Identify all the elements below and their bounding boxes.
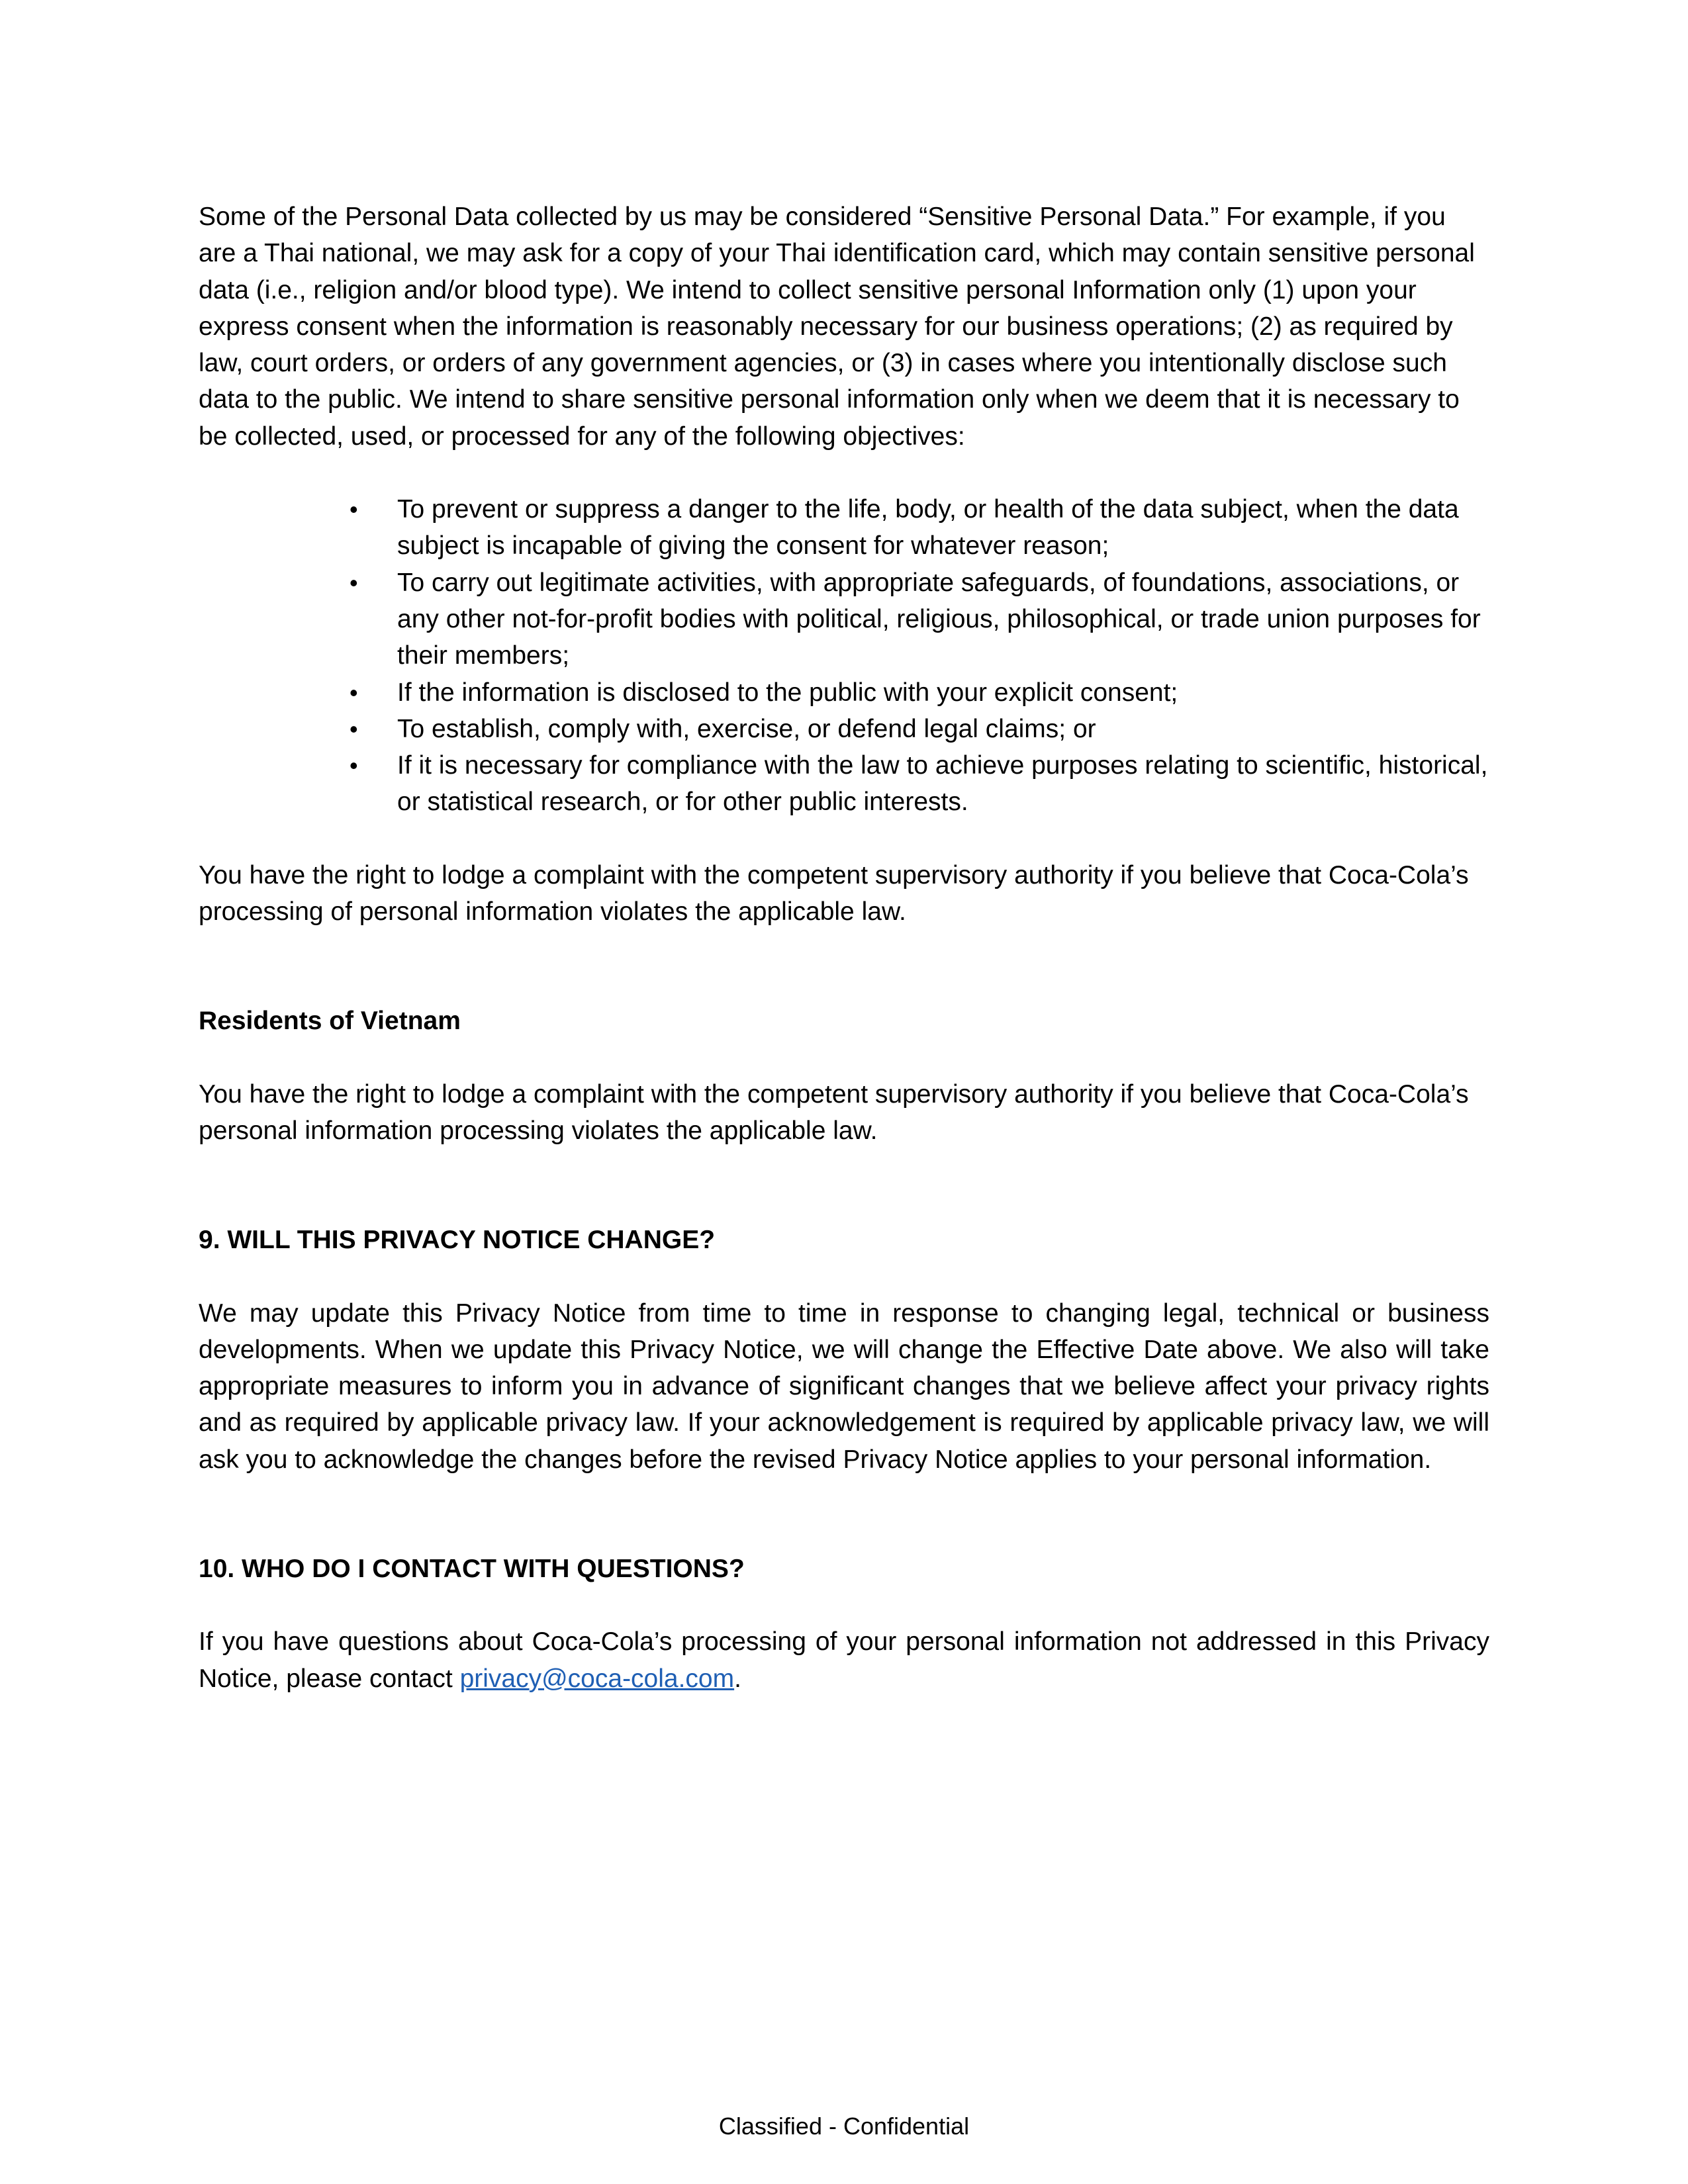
section-heading-contact: 10. WHO DO I CONTACT WITH QUESTIONS?	[199, 1555, 745, 1584]
spacer	[199, 930, 1489, 1003]
spacer	[199, 1259, 1489, 1295]
classification-footer: Classified - Confidential	[718, 2113, 970, 2140]
changes-paragraph: We may update this Privacy Notice from time to time in response to changing legal, technical or business developments. When we update this Privacy Notice, we will change the Effective Date above. We also will take appropriate measures to inform you in advance of significant changes that we believe affect your privacy rights and as required by applicable privacy law. If your acknowledgement is required by applicable privacy law, we will ask you to acknowledge the changes before the revised Privacy Notice applies to your personal information.	[199, 1298, 1489, 1474]
bullet-icon: •	[350, 678, 358, 706]
list-item	[350, 491, 1489, 565]
objective-text: If it is necessary for compliance with the law to achieve purposes relating to scientific, historical, or statistical research, or for other public interests.	[397, 751, 1488, 817]
spacer	[199, 1478, 1489, 1551]
document-page	[199, 199, 1489, 1697]
list-item	[350, 565, 1489, 674]
objective-text: To prevent or suppress a danger to the life, body, or health of the data subject, when the data subject is incapable of giving the consent for whatever reason;	[397, 495, 1459, 561]
sensitive-data-paragraph: Some of the Personal Data collected by us may be considered “Sensitive Personal Data.” For example, if you are a Thai national, we may ask for a copy of your Thai identification card, which may contain sensitive personal data (i.e., religion and/or blood type). We intend to collect sensitive personal Information only (1) upon your express consent when the information is reasonably necessary for our business operations; (2) as required by law, court orders, or orders of any government agencies, or (3) in cases where you intentionally disclose such data to the public. We intend to share sensitive personal information only when we deem that it is necessary to be collected, used, or processed for any of the following objectives:	[199, 203, 1475, 451]
spacer	[199, 1040, 1489, 1076]
contact-email-link[interactable]: privacy@coca-cola.com	[459, 1664, 735, 1693]
spacer	[199, 1587, 1489, 1623]
objective-text: To carry out legitimate activities, with appropriate safeguards, of foundations, associations, or any other not-for-profit bodies with political, religious, philosophical, or trade union purposes for their members;	[397, 568, 1481, 670]
list-item	[350, 711, 1489, 747]
list-item	[350, 747, 1489, 821]
bullet-icon: •	[350, 752, 358, 780]
bullet-icon: •	[350, 715, 358, 743]
bullet-icon: •	[350, 496, 358, 523]
objective-text: To establish, comply with, exercise, or defend legal claims; or	[397, 714, 1096, 743]
contact-paragraph	[199, 1623, 1489, 1697]
spacer	[199, 1149, 1489, 1222]
objective-text: If the information is disclosed to the public with your explicit consent;	[397, 678, 1178, 707]
vietnam-complaint-paragraph: You have the right to lodge a complaint with the competent supervisory authority if you believe that Coca-Cola’s personal information processing violates the applicable law.	[199, 1079, 1469, 1145]
bullet-icon: •	[350, 569, 358, 596]
list-item	[350, 674, 1489, 711]
contact-text: If you have questions about Coca-Cola’s processing of your personal information not addressed in this Privacy Notice, please contact	[199, 1627, 1489, 1693]
section-heading-changes: 9. WILL THIS PRIVACY NOTICE CHANGE?	[199, 1226, 716, 1255]
section-heading-vietnam: Residents of Vietnam	[199, 1007, 461, 1036]
contact-text-end: .	[734, 1664, 741, 1693]
complaint-paragraph: You have the right to lodge a complaint with the competent supervisory authority if you believe that Coca-Cola’s processing of personal information violates the applicable law.	[199, 860, 1469, 927]
objectives-list	[199, 491, 1489, 821]
